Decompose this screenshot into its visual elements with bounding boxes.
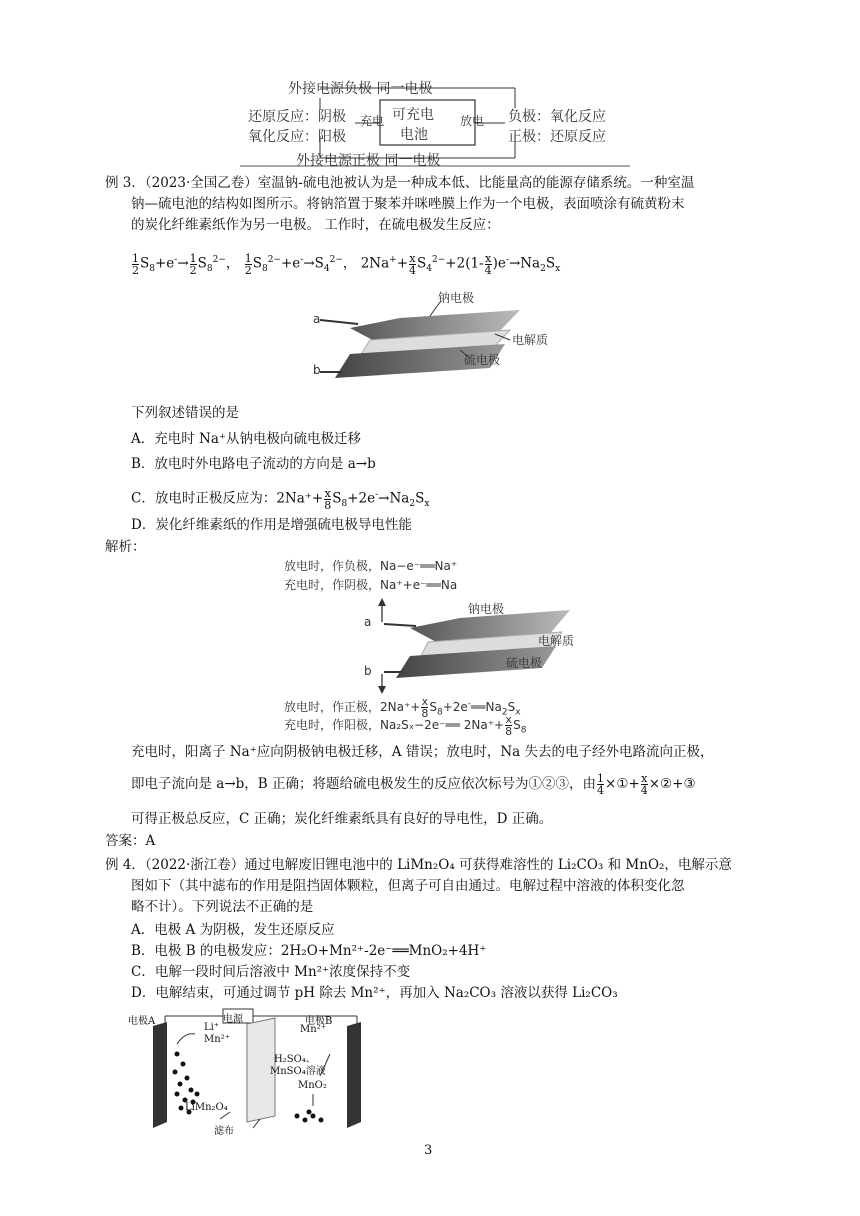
diagram-left-row1: 还原反应：阴极 <box>248 109 346 125</box>
electrode-a-label: 电极A <box>128 1016 156 1027</box>
example3-option-c: C．放电时正极反应为：2Na⁺+ $\frac{x}{8}$ $S_8+2e^-\to Na_2S_x$ <box>131 486 430 512</box>
electrolysis-drawing <box>125 1004 395 1134</box>
solution-label-2: MnSO₄溶液 <box>270 1066 326 1077</box>
example4-option-c: C．电解一段时间后溶液中 Mn²⁺浓度保持不变 <box>131 964 411 980</box>
example4-option-d: D．电解结束，可通过调节 pH 除去 Mn²⁺，再加入 Na₂CO₃ 溶液以获得 Li₂CO₃ <box>131 985 618 1001</box>
na-electrode-label: 钠电极 <box>438 291 475 305</box>
mno2-label: MnO₂ <box>298 1080 327 1091</box>
example3-heading: 例 3．（2023·全国乙卷）室温钠-硫电池被认为是一种成本低、比能量高的能源存储系统。一种室温 <box>105 175 695 191</box>
example4-line3: 略不计）。下列说法不正确的是 <box>131 899 314 915</box>
option-c-text: C．放电时正极反应为：2Na⁺+ <box>131 490 324 507</box>
example3-option-b: B．放电时外电路电子流动的方向是 a→b <box>131 456 376 472</box>
diagram-right-row2: 正极：还原反应 <box>508 129 606 145</box>
analysis-a-label: a <box>364 615 372 629</box>
diagram-bottom-label: 外接电源正极 同一电极 <box>296 153 441 169</box>
analysis-text1: 充电时，阳离子 Na⁺应向阴极钠电极迁移，A 错误；放电时，Na 失去的电子经外电路流向正极， <box>131 744 714 760</box>
limn2o4-label: LiMn₂O₄ <box>185 1102 228 1113</box>
example3-question: 下列叙述错误的是 <box>131 405 239 421</box>
example4-option-b: B．电极 B 的电极发应：2H₂O+Mn²⁺-2e⁻══MnO₂+4H⁺ <box>131 943 487 959</box>
analysis-b-label: b <box>364 664 372 678</box>
analysis-line4-text: 充电时，作阳极，Na₂Sₓ−2e⁻══ 2Na⁺+ <box>284 718 505 732</box>
analysis-fig-line4: 充电时，作阳极，Na₂Sₓ−2e⁻══ 2Na⁺+ $\frac{x}{8}$ $S_8$ <box>284 713 527 738</box>
example4-option-a: A．电极 A 为阴极，发生还原反应 <box>131 922 335 938</box>
diagram-left-row2: 氧化反应：阳极 <box>248 129 346 145</box>
s-electrode-label: 硫电极 <box>464 353 501 367</box>
example3-answer: 答案：A <box>105 833 156 849</box>
analysis-label: 解析： <box>105 539 146 555</box>
terminal-b-label: b <box>313 363 321 377</box>
diagram-top-label: 外接电源负极 同一电极 <box>288 81 433 97</box>
example3-option-d: D．炭化纤维素纸的作用是增强硫电极导电性能 <box>131 517 412 533</box>
mn-ion-b-label: Mn²⁺ <box>300 1024 326 1035</box>
solution-label: H₂SO₄、 <box>274 1054 316 1065</box>
diagram-discharge-label: 放电 <box>460 114 485 128</box>
terminal-a-label: a <box>313 312 321 326</box>
diagram-center-line1: 可充电 <box>392 107 434 123</box>
analysis-electrolyte-label: 电解质 <box>538 634 575 648</box>
page-number: 3 <box>424 1143 433 1158</box>
diagram-charge-label: 充电 <box>360 114 385 128</box>
example4-heading: 例 4．（2022·浙江卷）通过电解废旧锂电池中的 LiMn₂O₄ 可获得难溶性的 Li₂CO₃ 和 MnO₂，电解示意 <box>105 857 732 873</box>
sulfur-reactions: $\frac{1}{2}$ $S_8+e^-\to$ $\frac{1}{2}$ $S_8^{2-}$， $\frac{1}{2}$ $S_8^{2-}+e^-\to S_4^{2-}$， 2Na++ $\frac{x}{4}$ $S_4^{2-}+2(1-$ $\frac{x}{4}$ )$e^-\to Na_2S_x$ <box>132 251 561 277</box>
analysis-na-label: 钠电极 <box>468 602 505 616</box>
electrolyte-label: 电解质 <box>512 333 549 347</box>
diagram-right-row1: 负极：氧化反应 <box>508 109 606 125</box>
analysis-text2: 即电子流向是 a→b，B 正确；将题给硫电极发生的反应依次标号为①②③，由 $\frac{1}{4}$ ×①+ $\frac{x}{4}$ ×②+③ <box>131 772 696 797</box>
example3-line3: 的炭化纤维素纸作为另一电极。 工作时，在硫电极发生反应： <box>131 217 500 233</box>
mn-ion-label: Mn²⁺ <box>204 1034 230 1045</box>
power-label: 电源 <box>223 1014 243 1025</box>
electrode-b-label: 电极B <box>305 1016 333 1027</box>
example4-line2: 图如下（其中滤布的作用是阻挡固体颗粒，但离子可自由通过。电解过程中溶液的体积变化忽 <box>131 878 685 894</box>
analysis-fig-line2: 充电时，作阴极，Na⁺+e⁻══Na <box>284 578 458 592</box>
analysis-text2-span: 即电子流向是 a→b，B 正确；将题给硫电极发生的反应依次标号为①②③，由 <box>131 776 597 792</box>
example3-option-a: A．充电时 Na⁺从钠电极向硫电极迁移 <box>131 431 362 447</box>
li-ion-label: Li⁺ <box>204 1022 220 1033</box>
analysis-fig-line1: 放电时，作负极，Na−e⁻══Na⁺ <box>284 559 458 573</box>
analysis-fig-line3: 放电时，作正极，2Na⁺+ $\frac{x}{8}$ $S_8+2e^-══Na_2S_x$ <box>284 695 521 720</box>
analysis-s-label: 硫电极 <box>506 656 543 670</box>
example3-line2: 钠—硫电池的结构如图所示。将钠箔置于聚苯并咪唑膜上作为一个电极，表面喷涂有硫黄粉末 <box>131 196 685 212</box>
analysis-line3-text: 放电时，作正极，2Na⁺+ <box>284 700 421 714</box>
diagram-center-line2: 电池 <box>400 127 428 143</box>
filter-label: 滤布 <box>214 1126 234 1137</box>
analysis-text3: 可得正极总反应，C 正确；炭化纤维素纸具有良好的导电性，D 正确。 <box>131 811 553 827</box>
